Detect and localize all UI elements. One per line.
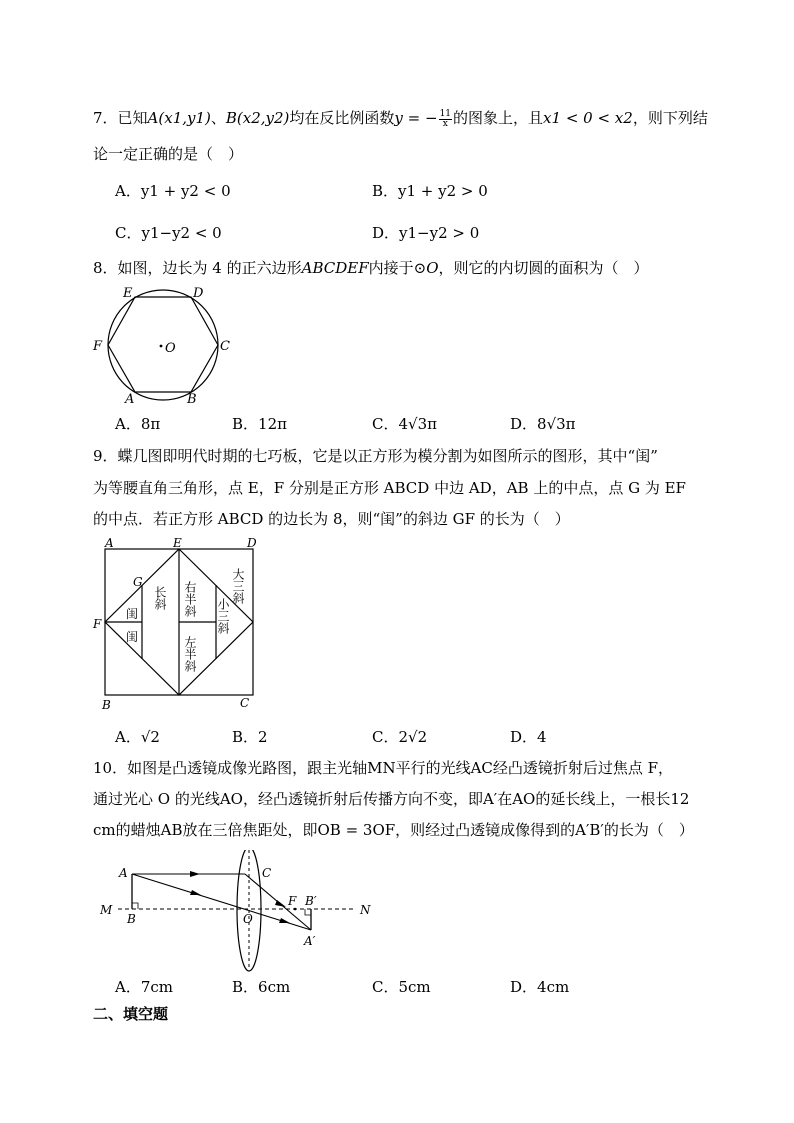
label-a: A bbox=[105, 536, 114, 550]
label-b: B bbox=[187, 392, 197, 407]
q9-tangram-figure bbox=[90, 536, 270, 716]
q8-option-c[interactable]: C．4√3π bbox=[372, 415, 437, 433]
label-o: O bbox=[165, 341, 176, 356]
circumscribed-circle bbox=[108, 290, 218, 400]
label-c: C bbox=[240, 696, 250, 710]
q10-option-b[interactable]: B．6cm bbox=[232, 978, 291, 996]
label-b-prime: B′ bbox=[305, 894, 317, 908]
q7-option-d[interactable]: D．y1−y2 > 0 bbox=[372, 224, 480, 242]
q7-text3: ，则下列结 bbox=[632, 109, 708, 127]
q8-text2: ，则它的内切圆的面积为（ ） bbox=[438, 259, 649, 277]
label-e: E bbox=[173, 536, 182, 550]
label-c: C bbox=[262, 866, 272, 880]
q7-intro: 7．已知 bbox=[93, 109, 148, 127]
q8-hexagon-figure bbox=[85, 282, 245, 407]
q7-option-b[interactable]: B．y1 + y2 > 0 bbox=[372, 182, 488, 200]
q8-hexagon-name: ABCDEF bbox=[301, 259, 369, 277]
q10-option-d[interactable]: D．4cm bbox=[510, 978, 570, 996]
q8-intro: 8．如图，边长为 4 的正六边形 bbox=[93, 259, 302, 277]
label-b: B bbox=[127, 912, 136, 926]
q10-option-a[interactable]: A．7cm bbox=[115, 978, 174, 996]
q7-point-b: B(x2,y2) bbox=[225, 109, 290, 127]
label-a: A bbox=[119, 866, 128, 880]
q10-line3: cm的蜡烛AB放在三倍焦距处，即OB = 3OF，则经过凸透镜成像得到的A′B′的长为（ ） bbox=[93, 821, 694, 839]
q10-line2: 通过光心 O 的光线AO，经凸透镜折射后传播方向不变，即A′在AO的延长线上，一根长12 bbox=[93, 790, 690, 808]
label-o: O bbox=[243, 912, 253, 926]
label-c: C bbox=[220, 339, 230, 354]
q7-text: 均在反比例函数 bbox=[289, 109, 395, 127]
q10-lens-figure bbox=[90, 850, 390, 975]
q10-option-c[interactable]: C．5cm bbox=[372, 978, 431, 996]
q7-point-a: A(x1,y1) bbox=[147, 109, 211, 127]
q9-option-a[interactable]: A．√2 bbox=[115, 728, 160, 746]
right-angle-b2 bbox=[305, 909, 311, 915]
label-d: D bbox=[193, 286, 204, 301]
focus-point bbox=[294, 908, 297, 911]
piece-xiao-san-xie: 小三斜 bbox=[216, 598, 230, 634]
q9-line1: 9．蝶几图即明代时期的七巧板，它是以正方形为模分割为如图所示的图形，其中“闺” bbox=[93, 447, 658, 465]
q8-line1 bbox=[93, 258, 649, 278]
q8-option-d[interactable]: D．8√3π bbox=[510, 415, 576, 433]
label-a: A bbox=[125, 392, 135, 407]
q7-condition: x1 < 0 < x2 bbox=[543, 109, 633, 127]
q8-text: 内接于 bbox=[368, 259, 414, 277]
label-d: D bbox=[247, 536, 257, 550]
q9-option-d[interactable]: D．4 bbox=[510, 728, 547, 746]
arrow-cf bbox=[275, 900, 286, 907]
center-point bbox=[160, 345, 163, 348]
q7-frac-num: 11 bbox=[439, 108, 452, 119]
piece-you-ban-xie: 右半斜 bbox=[183, 581, 197, 617]
q7-frac-den: x bbox=[442, 118, 448, 129]
piece-gui-lower: 闺 bbox=[126, 630, 139, 644]
label-m: M bbox=[100, 903, 113, 917]
q9-option-b[interactable]: B．2 bbox=[232, 728, 268, 746]
piece-zuo-ban-xie: 左半斜 bbox=[183, 636, 197, 672]
label-f: F bbox=[93, 339, 103, 354]
label-a-prime: A′ bbox=[304, 934, 316, 948]
right-angle-b bbox=[132, 903, 138, 909]
arrow-ac bbox=[190, 871, 200, 877]
q7-func: y = − bbox=[394, 109, 438, 127]
q7-line1 bbox=[93, 108, 708, 129]
q8-option-a[interactable]: A．8π bbox=[115, 415, 161, 433]
q7-option-a[interactable]: A．y1 + y2 < 0 bbox=[115, 182, 231, 200]
q10-line1: 10．如图是凸透镜成像光路图，跟主光轴MN平行的光线AC经凸透镜折射后过焦点 F， bbox=[93, 759, 674, 777]
label-f: F bbox=[93, 617, 102, 631]
q7-text2: 的图象上，且 bbox=[453, 109, 544, 127]
hexagon bbox=[108, 297, 218, 392]
label-e: E bbox=[123, 286, 133, 301]
q7-option-c[interactable]: C．y1−y2 < 0 bbox=[115, 224, 222, 242]
q9-line3: 的中点．若正方形 ABCD 的边长为 8，则“闺”的斜边 GF 的长为（ ） bbox=[93, 510, 570, 528]
piece-da-san-xie: 大三斜 bbox=[231, 568, 245, 604]
q8-circle-o: ⊙O bbox=[413, 259, 439, 277]
arrow-ao bbox=[190, 890, 201, 895]
piece-chang-xie: 长斜 bbox=[153, 586, 167, 610]
piece-gui-upper: 闺 bbox=[126, 607, 139, 621]
label-g: G bbox=[133, 575, 143, 589]
q7-line2: 论一定正确的是（ ） bbox=[93, 145, 244, 163]
section-fill-in-heading: 二、填空题 bbox=[93, 1005, 169, 1023]
arrow-oa2 bbox=[279, 918, 290, 923]
q7-sep: 、 bbox=[210, 109, 226, 127]
q9-option-c[interactable]: C．2√2 bbox=[372, 728, 428, 746]
q8-option-b[interactable]: B．12π bbox=[232, 415, 287, 433]
label-f: F bbox=[288, 894, 297, 908]
q9-line2: 为等腰直角三角形，点 E，F 分别是正方形 ABCD 中边 AD，AB 上的中点，点 G 为 EF bbox=[93, 479, 686, 497]
q7-fraction bbox=[439, 110, 452, 129]
label-b: B bbox=[102, 698, 111, 712]
label-n: N bbox=[360, 903, 371, 917]
